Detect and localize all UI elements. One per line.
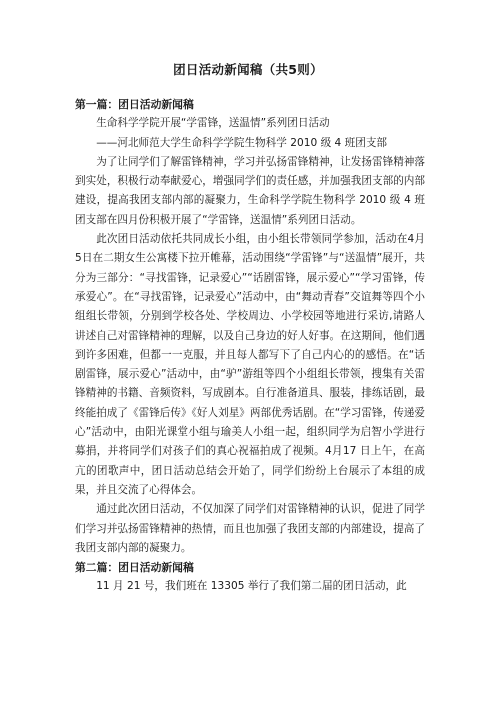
document-title: 团日活动新闻稿（共5则） [173, 62, 323, 77]
article-affiliation: ——河北师范大学生命科学学院生物科学 2010 级 4 班团支部 [96, 136, 388, 149]
document-body [75, 95, 425, 597]
section-heading-2: 第二篇：团日活动新闻稿 [75, 561, 194, 575]
section-heading-1: 第一篇：团日活动新闻稿 [75, 98, 194, 111]
paragraph-1: 为了让同学们了解雷锋精神，学习并弘扬雷锋精神，让发扬雷锋精神落到实处，积极行动奉献爱心，增强同学们的责任感，并加强我团支部的内部建设，提高我团支部内部的凝聚力，生命科学学院生物科学 2010 级 4 班团支部在四月份积极开展了“学雷锋，送温情”系列团日活动。 [75, 155, 425, 226]
paragraph-2: 此次团日活动依托共同成长小组，由小组长带领同学参加，活动在4月5日在二期女生公寓楼下拉开帷幕，活动围绕“学雷锋”与“送温情”展开，共分为三部分：“寻找雷锋，记录爱心”“话剧雷锋，展示爱心”“学习雷锋，传承爱心”。在“寻找雷锋，记录爱心”活动中，由“舞动青春”交谊舞等四个小组组长带领，分别到学校各处、学校周边、小学校园等地进行采访,请路人讲述自己对雷锋精神的理解，以及自己身边的好人好事。在这期间，他们遇到许多困难，但都一一克服，并且每人都写下了自己内心的的感悟。在“话剧雷锋，展示爱心”活动中，由“驴”游组等四个小组组长带领，搜集有关雷锋精神的书籍、音频资料，写成剧本。自行准备道具、服装，排练话剧，最终能拍成了《雷锋后传》《好人刘星》两部优秀话剧。在“学习雷锋，传递爱心”活动中，由阳光课堂小组与瑜美人小组一起，组织同学为启智小学进行募捐，并将同学们对孩子们的真心祝福拍成了视频。4月17 日上午，在高亢的团歌声中，团日活动总结会开始了，同学们纷纷上台展示了本组的成果，并且交流了心得体会。 [75, 233, 425, 496]
article-subtitle: 生命科学学院开展“学雷锋，送温情”系列团日活动 [96, 117, 330, 130]
paragraph-3: 通过此次团日活动，不仅加深了同学们对雷锋精神的认识，促进了同学们学习并弘扬雷锋精神的热情，而且也加强了我团支部的内部建设，提高了我团支部内部的凝聚力。 [75, 503, 425, 554]
paragraph-4: 11 月 21 号，我们班在 13305 举行了我们第二届的团日活动，此 [96, 580, 407, 593]
